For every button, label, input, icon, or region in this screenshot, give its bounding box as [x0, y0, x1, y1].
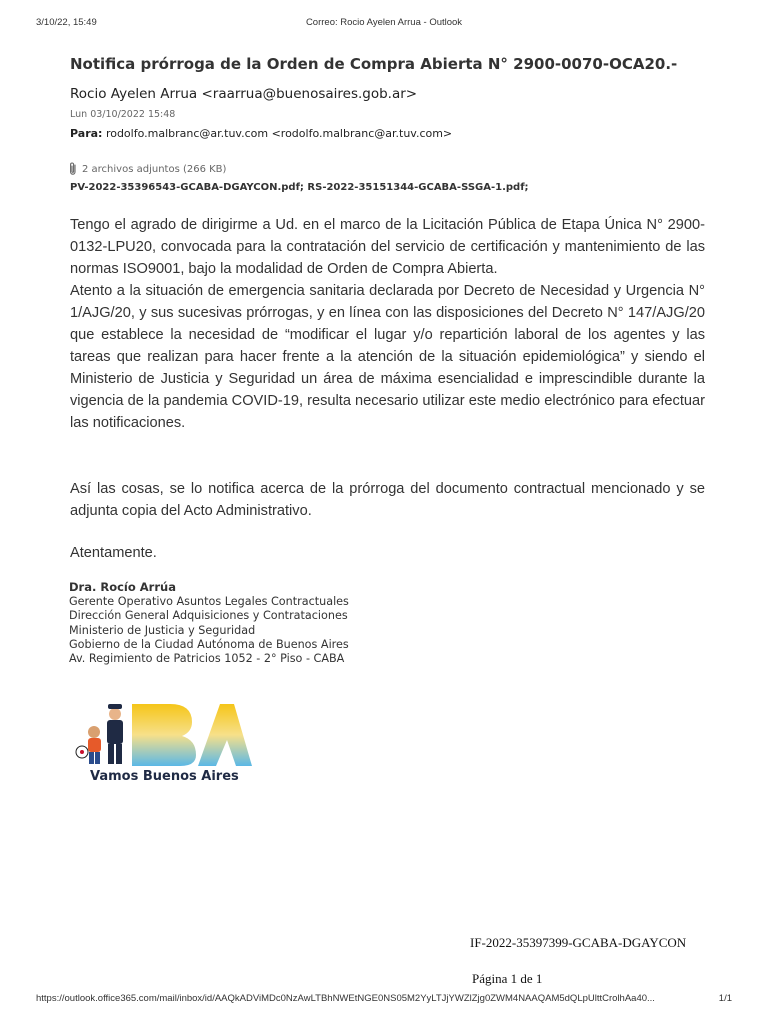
page-number: Página 1 de 1 [472, 971, 543, 986]
paperclip-icon [68, 162, 78, 176]
signature-line: Ministerio de Justicia y Seguridad [69, 623, 256, 637]
closing-line: Atentamente. [70, 545, 157, 561]
recipient-address[interactable]: rodolfo.malbranc@ar.tuv.com <rodolfo.malbranc@ar.tuv.com> [105, 127, 453, 140]
body-paragraph-1: Tengo el agrado de dirigirme a Ud. en el marco de la Licitación Pública de Etapa Única N° 2900-0132-LPU20, convocada para la contratación del servicio de certificación y mantenimiento de las normas ISO9001, bajo la modalidad de Orden de Compra Abierta. [70, 217, 705, 277]
signature-name: Dra. Rocío Arrúa [69, 580, 176, 594]
email-subject: Notifica prórroga de la Orden de Compra Abierta N° 2900-0070-OCA20.- [70, 55, 678, 73]
recipient-label: Para: [70, 127, 103, 140]
print-footer [36, 993, 732, 1007]
document-id: IF-2022-35397399-GCABA-DGAYCON [470, 935, 687, 950]
email-sender[interactable]: Rocio Ayelen Arrua <raarrua@buenosaires.gob.ar> [70, 86, 418, 102]
print-pager: 1/1 [718, 993, 732, 1004]
logo-tagline: Vamos Buenos Aires [90, 769, 239, 784]
body-paragraph-2: Atento a la situación de emergencia sanitaria declarada por Decreto de Necesidad y Urgencia N° 1/AJG/20, y sus sucesivas prórrogas, y en línea con las disposiciones del Decreto N° 147/AJG/20 que establece la necesidad de “modificar el lugar y/o repartición laboral de los agentes y las tareas que realizan para hacer frente a la atención de la situación epidemiológica” y siendo el Ministerio de Justicia y Seguridad un área de máxima esencialidad e imprescindible durante la vigencia de la pandemia COVID-19, resulta necesario utilizar este medio electrónico para efectuar las notificaciones. [70, 283, 705, 431]
signature-line: Gobierno de la Ciudad Autónoma de Buenos Aires [69, 637, 349, 651]
email-sent-date: Lun 03/10/2022 15:48 [70, 109, 176, 120]
email-recipient-line [70, 127, 452, 140]
attachments-summary-text: 2 archivos adjuntos (266 KB) [82, 163, 227, 175]
print-datetime: 3/10/22, 15:49 [36, 17, 97, 28]
vamos-buenos-aires-logo [70, 700, 255, 790]
attachments-summary[interactable] [68, 162, 226, 176]
print-title: Correo: Rocio Ayelen Arrua - Outlook [305, 17, 463, 28]
logo-graphic [70, 700, 255, 790]
print-url: https://outlook.office365.com/mail/inbox/id/AAQkADViMDc0NzAwLTBhNWEtNGE0NS05M2YyLTJjYWZlZjg0ZWM4NAAQAM5dQLpUlttCrolhAa40... [36, 993, 655, 1004]
attachments-file-list[interactable]: PV-2022-35396543-GCABA-DGAYCON.pdf; RS-2022-35151344-GCABA-SSGA-1.pdf; [70, 182, 529, 193]
body-paragraph-3: Así las cosas, se lo notifica acerca de la prórroga del documento contractual mencionado y se adjunta copia del Acto Administrativo. [70, 481, 705, 519]
signature-block [69, 580, 349, 666]
print-header [36, 17, 732, 31]
signature-line: Gerente Operativo Asuntos Legales Contractuales [69, 595, 349, 609]
signature-line: Av. Regimiento de Patricios 1052 - 2° Piso - CABA [69, 652, 345, 666]
signature-line: Dirección General Adquisiciones y Contrataciones [69, 609, 348, 623]
